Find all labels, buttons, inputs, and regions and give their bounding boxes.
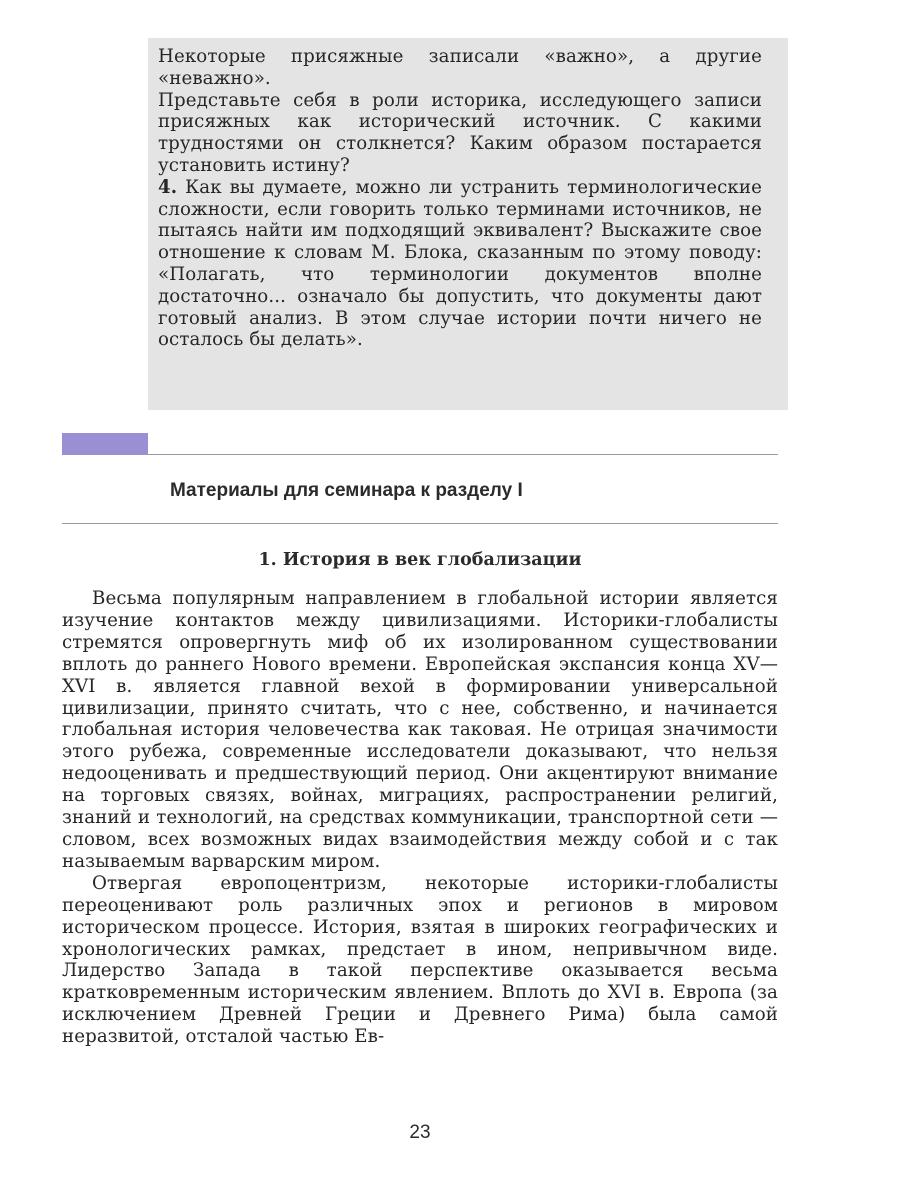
question-4-number: 4. <box>158 176 178 198</box>
questions-box <box>148 38 788 410</box>
page-number: 23 <box>409 1122 431 1143</box>
section-rule-top <box>148 454 778 455</box>
article-title: 1. История в век глобализации <box>258 550 582 570</box>
section-title: Материалы для семинара к разделу I <box>170 480 523 501</box>
question-paragraph-jurors: Некоторые присяжные записали «важно», а другие «неважно». <box>158 46 762 89</box>
question-4-text: Как вы думаете, можно ли устранить терминологические сложности, если говорить только терминами источников, не пытаясь найти им подходящий эквивалент? Выскажите свое отношение к словам М. Блока, сказанным по этому поводу: «Полагать, что терминологии документов вполне достаточно... означало бы допустить, что документы дают готовый анализ. В этом случае истории почти ничего не осталось бы делать». <box>158 176 762 351</box>
question-4 <box>158 177 762 351</box>
body-paragraph-2: Отвергая европоцентризм, некоторые историки-глобалисты переоценивают роль различных эпох и регионов в мировом историческом процессе. История, взятая в широких географических и хронологических рамках, предстает в ином, непривычном виде. Лидерство Запада в такой перспективе оказывается весьма кратковременным историческим явлением. Вплоть до XVI в. Европа (за исключением Древней Греции и Древнего Рима) была самой неразвитой, отсталой частью Ев- <box>62 872 778 1048</box>
article-body <box>62 588 778 1048</box>
body-paragraph-1: Весьма популярным направлением в глобальной истории является изучение контактов между цивилизациями. Историки-глобалисты стремятся опровергнуть миф об их изолированном существовании вплоть до раннего Нового времени. Европейская экспансия конца XV—XVI в. является главной вехой в формировании универсальной цивилизации, принято считать, что с нее, собственно, и начинается глобальная история человечества как таковая. Не отрицая значимости этого рубежа, современные исследователи доказывают, что нельзя недооценивать и предшествующий период. Они акцентируют внимание на торговых связях, войнах, миграциях, распространении религий, знаний и технологий, на средствах коммуникации, транспортной сети — словом, всех возможных видах взаимодействия между собой и с так называемым варварским миром. <box>62 588 778 872</box>
question-paragraph-historian: Представьте себя в роли историка, исследующего записи присяжных как исторический источник. С какими трудностями он столкнется? Каким образом постарается установить истину? <box>158 89 762 176</box>
section-accent-bar <box>62 433 148 455</box>
section-rule-bottom <box>62 523 778 524</box>
